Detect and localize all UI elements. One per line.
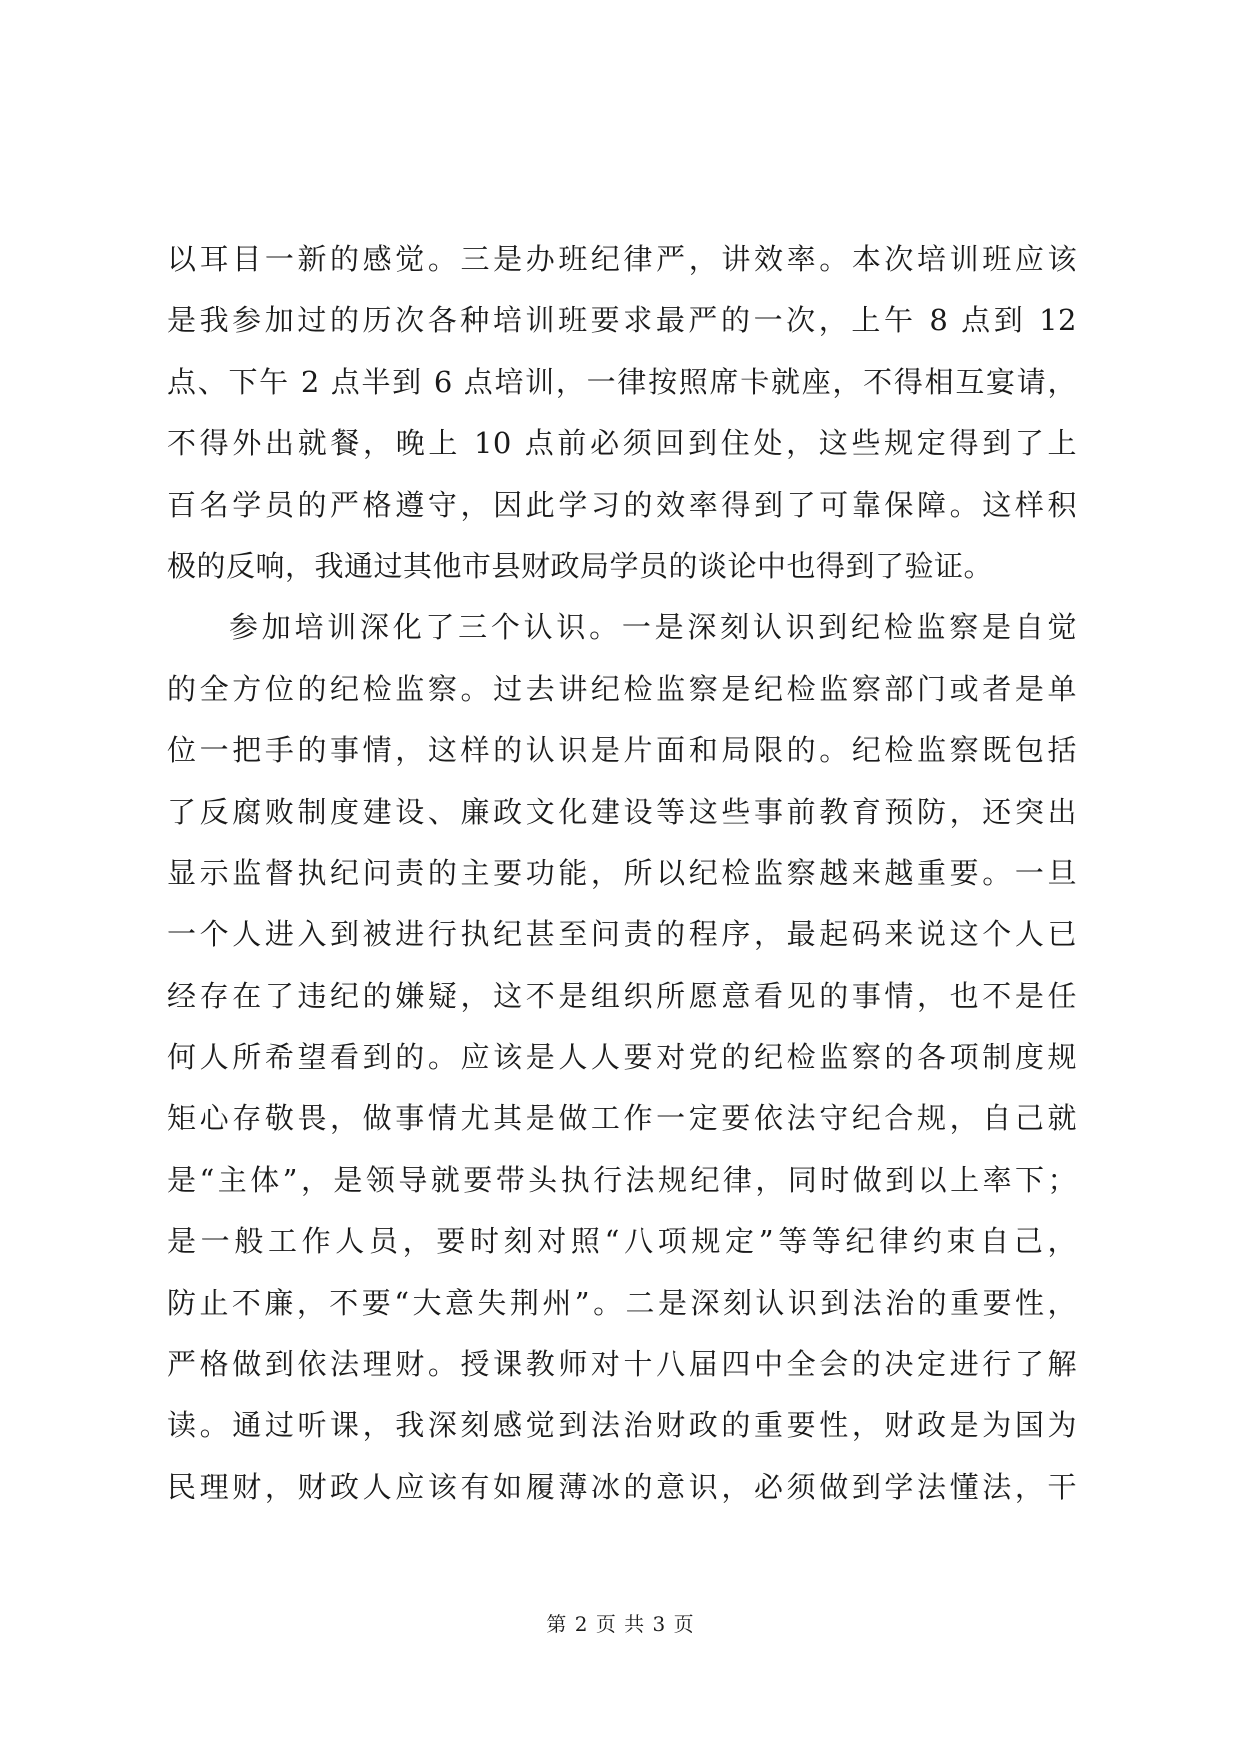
text-line: 何人所希望看到的。应该是人人要对党的纪检监察的各项制度规 [167, 1040, 1077, 1075]
text-line: 极的反响，我通过其他市县财政局学员的谈论中也得到了验证。 [167, 548, 994, 583]
text-line: 严格做到依法理财。授课教师对十八届四中全会的决定进行了解 [167, 1347, 1077, 1382]
page-number-footer: 第 2 页 共 3 页 [546, 1612, 695, 1636]
text-line: 经存在了违纪的嫌疑，这不是组织所愿意看见的事情，也不是任 [167, 978, 1077, 1013]
text-line: 民理财，财政人应该有如履薄冰的意识，必须做到学法懂法，干 [167, 1469, 1077, 1504]
text-line: 不得外出就餐，晚上 10 点前必须回到住处，这些规定得到了上 [167, 426, 1077, 461]
text-line: 矩心存敬畏，做事情尤其是做工作一定要依法守纪合规，自己就 [167, 1101, 1077, 1136]
text-line: 是我参加过的历次各种培训班要求最严的一次，上午 8 点到 12 [167, 303, 1077, 338]
text-line: 了反腐败制度建设、廉政文化建设等这些事前教育预防，还突出 [167, 794, 1077, 829]
text-line: 的全方位的纪检监察。过去讲纪检监察是纪检监察部门或者是单 [167, 671, 1077, 706]
text-line: 以耳目一新的感觉。三是办班纪律严，讲效率。本次培训班应该 [167, 242, 1077, 276]
text-line: 显示监督执纪问责的主要功能，所以纪检监察越来越重要。一旦 [167, 855, 1077, 890]
text-line: 防止不廉，不要“大意失荆州”。二是深刻认识到法治的重要性， [167, 1285, 1077, 1320]
text-line: 一个人进入到被进行执纪甚至问责的程序，最起码来说这个人已 [167, 917, 1077, 952]
text-line: 点、下午 2 点半到 6 点培训，一律按照席卡就座，不得相互宴请， [167, 364, 1077, 399]
text-line: 百名学员的严格遵守，因此学习的效率得到了可靠保障。这样积 [167, 487, 1077, 522]
paragraph-start-line: 参加培训深化了三个认识。一是深刻认识到纪检监察是自觉 [229, 610, 1077, 645]
text-line: 位一把手的事情，这样的认识是片面和局限的。纪检监察既包括 [167, 733, 1077, 768]
document-body [167, 229, 1077, 1518]
text-line: 是一般工作人员，要时刻对照“八项规定”等等纪律约束自己， [167, 1224, 1077, 1259]
text-line: 读。通过听课，我深刻感觉到法治财政的重要性，财政是为国为 [167, 1408, 1077, 1443]
text-line: 是“主体”，是领导就要带头执行法规纪律，同时做到以上率下； [167, 1162, 1077, 1197]
